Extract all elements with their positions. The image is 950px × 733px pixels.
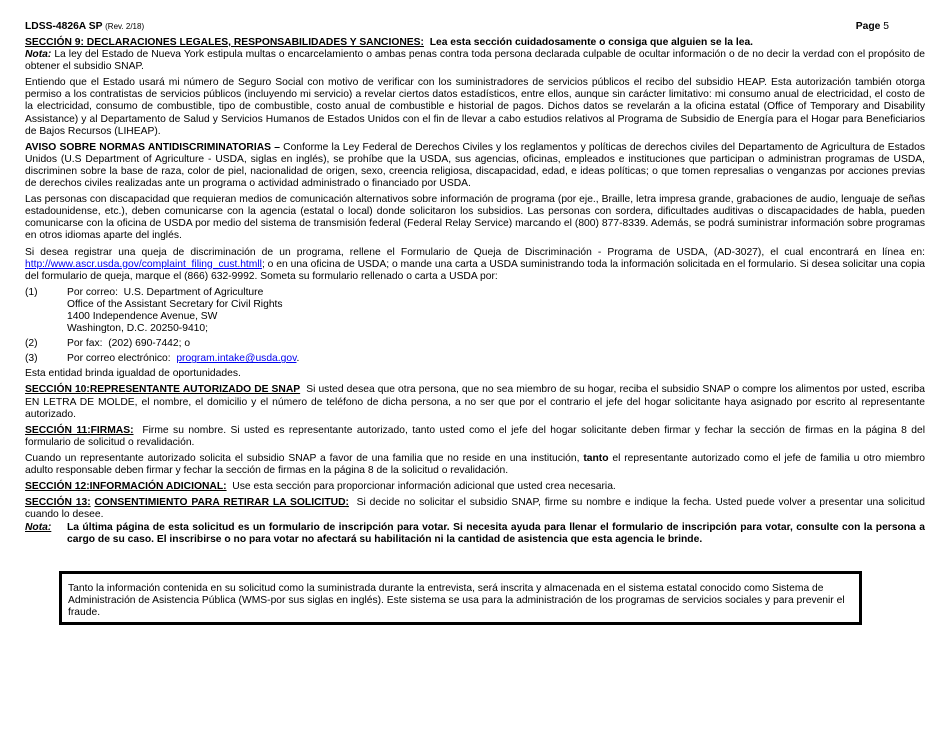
- contact-methods-list: [25, 287, 925, 366]
- contact-mail-body: [67, 287, 925, 335]
- section-11-text: Firme su nombre. Si usted es representante autorizado, tanto usted como el jefe del hogar solicitante deben firmar y fechar la sección de firmas en la página 8 del formulario de solicitud o revalidación.: [25, 424, 925, 448]
- fax-number: (202) 690-7442; o: [108, 338, 191, 350]
- section-9-intro: Lea esta sección cuidadosamente o consiga que alguien se la lea.: [429, 37, 754, 48]
- aviso-paragraph: [25, 142, 925, 190]
- equal-opportunity-statement: Esta entidad brinda igualdad de oportunidades.: [25, 368, 241, 380]
- section-10-text: Si usted desea que otra persona, que no sea miembro de su hogar, reciba el subsidio SNAP o compre los alimentos por usted, escriba EN LETRA DE MOLDE, el nombre, el domicilio y el número de teléfono de dicha persona, a no ser que por el contrario el jefe del hogar solicitante haya asignado por escrito al representante autorizado.: [25, 384, 925, 420]
- section-11-title: SECCIÓN 11:FIRMAS:: [25, 424, 134, 436]
- nota-text: La ley del Estado de Nueva York estipula multas o encarcelamiento o ambas penas contra toda persona declarada culpable de ocultar información o de no decir la verdad con el propósito de obtener el subsidio SNAP.: [25, 49, 925, 73]
- section-11-para2-a: Cuando un representante autorizado solicita el subsidio SNAP a favor de una familia que no reside en una institución,: [25, 452, 580, 464]
- section-9-heading: [25, 37, 925, 49]
- complaint-paragraph: [25, 247, 925, 283]
- section-11-para2-bold: tanto: [583, 452, 609, 464]
- wms-notice-text: Tanto la información contenida en su solicitud como la suministrada durante la entrevista, será inscrita y almacenada en el sistema estatal conocido como Sistema de Administración de Asistencia Pública (WMS-por sus siglas en inglés). Este sistema se usa para la administración de los programas de servicios sociales y para prevenir el fraude.: [68, 583, 845, 619]
- section-12-text: Use esta sección para proporcionar información adicional que usted crea necesaria.: [232, 481, 616, 493]
- section-11-paragraph-2: [25, 453, 925, 477]
- section-9-nota: [25, 49, 925, 73]
- voter-registration-note: [25, 522, 925, 545]
- email-tail: .: [296, 353, 300, 365]
- nota-label: Nota:: [25, 49, 52, 61]
- page-label: Page: [855, 21, 881, 32]
- section-13-title: CONSENTIMIENTO PARA RETIRAR LA SOLICITUD:: [94, 497, 349, 509]
- complaint-form-link[interactable]: http://www.ascr.usda.gov/complaint_filing_cust.htmll: [25, 258, 262, 270]
- complaint-text-1: Si desea registrar una queja de discriminación de un programa, rellene el Formulario de Queja de Discriminación - Programa de USDA, (AD-3027), el cual encontrará en línea en:: [25, 246, 925, 258]
- complaint-text-2: ; o en una oficina de USDA; o mande una carta a USDA suministrando toda la información solicitada en el formulario. Si desea solicitar una copia del formulario de queja, marque el (866) 632-9992. Someta su formulario rellenado o carta a USDA por:: [25, 258, 925, 282]
- section-11: [25, 425, 925, 449]
- email-link[interactable]: program.intake@usda.gov: [176, 353, 297, 365]
- page-header: [25, 21, 889, 34]
- disability-paragraph: Las personas con discapacidad que requieran medios de comunicación alternativos sobre información de programa (por eje., Braille, letra impresa grande, grabaciones de audio, lenguaje de señas estadounidense, etc.), deben comunicarse con la agencia (estatal o local) donde solicitaron los subsidios. Las personas con sordera, dificultades auditivas o discapacidades de habla, pueden comunicarse con la oficina de USDA por medio del sistema de transmisión federal (Federal Relay Service) marcando el (800) 877-8339. Además, se podrá suministrar información sobre programas en otros idiomas aparte del inglés.: [25, 194, 925, 242]
- section-13-label: SECCIÓN 13:: [25, 497, 91, 509]
- page-number-value: 5: [883, 21, 889, 32]
- section-13: [25, 497, 925, 521]
- contact-number: (2): [25, 338, 38, 350]
- contact-number: (3): [25, 353, 38, 365]
- section-12: [25, 481, 925, 493]
- aviso-text: Conforme la Ley Federal de Derechos Civiles y los reglamentos y políticas de derechos civiles del Departamento de Agricultura de Estados Unidos (U.S Department of Agriculture - USDA, siglas en inglés), se prohíbe que la USDA, sus agencias, oficinas, empleados e instituciones que participan o administran programas de USDA, discriminen sobre la base de raza, color de piel, nacionalidad de origen, sexo, creencia religiosa, discapacidad, edad, e ideas políticas; o que tomen represalias o venganzas por acciones previas de derechos civiles realizadas ante un programa o actividad administrado o financiado por USDA.: [25, 141, 925, 190]
- address-line: 1400 Independence Avenue, SW: [67, 310, 218, 322]
- contact-email-body: [67, 353, 925, 365]
- document-body: [25, 37, 925, 545]
- section-12-title: SECCIÓN 12:INFORMACIÓN ADICIONAL:: [25, 481, 227, 493]
- page-number: [856, 21, 889, 33]
- voter-note-label: Nota:: [25, 522, 52, 534]
- section-9-title: SECCIÓN 9: DECLARACIONES LEGALES, RESPONSABILIDADES Y SANCIONES:: [25, 37, 424, 48]
- voter-note-text: La última página de esta solicitud es un formulario de inscripción para votar. Si necesita ayuda para llenar el formulario de inscripción para votar, consulte con la persona a cargo de su caso. El inscribirse o no para votar no afectará su habilitación ni la cantidad de asistencia que esta agencia le brinde.: [67, 522, 925, 545]
- aviso-title: AVISO SOBRE NORMAS ANTIDISCRIMINATORIAS –: [25, 141, 280, 153]
- contact-label: Por fax:: [67, 338, 103, 350]
- section-13-text: Si decide no solicitar el subsidio SNAP, firme su nombre e indique la fecha. Usted puede volver a presentar una solicitud cuando lo desee.: [25, 497, 925, 521]
- form-id-text: LDSS-4826A SP: [25, 21, 103, 32]
- contact-number: (1): [25, 286, 38, 298]
- contact-label: Por correo electrónico:: [67, 353, 171, 365]
- section-10-title: SECCIÓN 10:REPRESENTANTE AUTORIZADO DE SNAP: [25, 384, 301, 396]
- contact-fax: [25, 338, 925, 350]
- contact-label: Por correo:: [67, 286, 118, 298]
- contact-fax-body: [67, 338, 925, 350]
- form-revision: (Rev. 2/18): [105, 22, 145, 31]
- contact-email: [25, 353, 925, 365]
- address-line: Washington, D.C. 20250-9410;: [67, 323, 208, 335]
- section-11-para2-b: el representante autorizado como el jefe de familia u otro miembro adulto responsable deben firmar y fechar la sección de firmas en la página 8 de la solicitud o revalidación.: [25, 452, 925, 476]
- form-id: [25, 21, 144, 33]
- heap-paragraph: Entiendo que el Estado usará mi número de Seguro Social con motivo de verificar con los suministradores de servicios públicos el recibo del subsidio HEAP. Esta autorización también otorga permiso a los contratistas de servicios públicos (incluyendo mi servicio) a revelar ciertos datos estadísticos, entre ellos, aunque sin carácter limitativo: mi consumo anual de electricidad, el costo de la electricidad, consumo de combustible, tipo de combustible, costo anual de combustible e historial de pagos. Dichos datos se revelarán a la oficina estatal (Office of Temporary and Disability Assistance) y al Departamento de Salud y Servicios Humanos de Estados Unidos con el fin de llevar a cabo estudios relativos al Programa de Subsidio de Energía para el Hogar para Beneficiarios de Bajos Recursos (LIHEAP).: [25, 77, 925, 137]
- mail-first-line: [67, 287, 925, 299]
- address-line: Office of the Assistant Secretary for Civil Rights: [67, 298, 283, 310]
- contact-mail: [25, 287, 925, 335]
- wms-notice-box: [59, 571, 862, 625]
- address-line: U.S. Department of Agriculture: [123, 286, 264, 298]
- section-10: [25, 384, 925, 420]
